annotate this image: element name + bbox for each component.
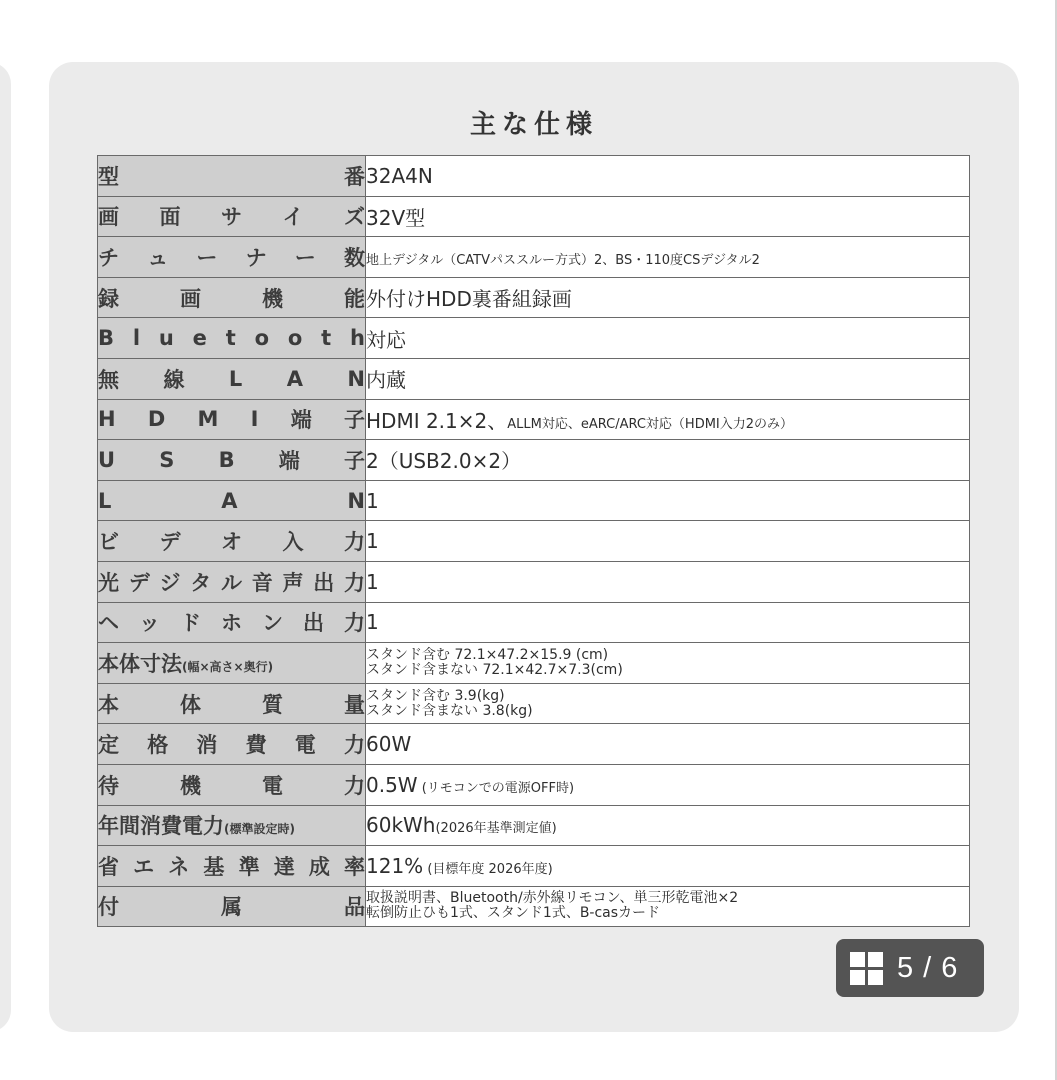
spec-value [366,724,970,765]
spec-label-char: e [192,326,207,351]
spec-label-main: 本体寸法 [98,651,182,676]
spec-label-char: u [158,326,174,351]
grid-icon [850,952,883,985]
spec-label [98,237,366,278]
spec-label-char: 無 [98,367,119,392]
spec-label-char: 力 [344,773,365,798]
table-row [98,480,970,521]
spec-value [366,277,970,318]
spec-label-char: ジ [159,570,181,595]
spec-value [366,440,970,481]
spec-value [366,805,970,846]
spec-label-char: 出 [303,611,324,636]
spec-label-char: ュ [147,245,169,270]
spec-value-line: スタンド含まない 72.1×42.7×7.3(cm) [366,661,623,678]
spec-value [366,764,970,805]
spec-label-char: 省 [98,854,119,879]
spec-value [366,358,970,399]
spec-label-char: ル [221,570,242,595]
spec-value [366,846,970,887]
spec-label-char: 番 [344,164,365,189]
spec-value-text: 1 [366,529,379,554]
spec-value [366,237,970,278]
spec-value [366,643,970,684]
spec-value-note: (目標年度 2026年度) [423,861,553,877]
spec-label-char: B [98,326,115,351]
page-title: 主な仕様 [469,110,598,140]
spec-label-char: ン [262,611,283,636]
spec-label-char: ホ [221,611,242,636]
spec-label-char: N [347,366,365,391]
table-row [98,683,970,724]
spec-value-text: 1 [366,488,379,513]
spec-value-text: 32A4N [366,163,433,188]
spec-label-char: h [350,326,365,351]
spec-label-char: イ [282,205,304,230]
spec-label [98,399,366,440]
spec-value [366,521,970,562]
spec-label [98,196,366,237]
spec-label-char: 体 [180,692,201,717]
spec-label-char: 率 [343,854,365,879]
spec-label-char: ッ [139,611,160,636]
spec-label-char: S [159,447,175,472]
spec-label [98,643,366,684]
spec-label-char: 質 [262,692,283,717]
spec-label [98,724,366,765]
spec-label-char: 子 [343,448,365,473]
spec-label-char: 光 [98,570,119,595]
spec-label-char: ー [196,245,218,270]
spec-value-main: 60kWh [366,813,436,838]
spec-label-char: 端 [278,448,300,473]
spec-label-char: B [218,447,235,472]
table-row [98,277,970,318]
spec-label-char: 格 [147,733,169,758]
spec-label [98,318,366,359]
table-row [98,643,970,684]
spec-label-char: t [225,326,236,351]
spec-label [98,561,366,602]
spec-value-line: 転倒防止ひも1式、スタンド1式、B-casカード [366,905,661,922]
spec-value [366,399,970,440]
spec-label-char: l [132,326,141,351]
spec-label-char: 属 [221,895,242,920]
spec-value-text: 1 [366,610,379,635]
spec-value-text: 60W [366,732,412,757]
table-row [98,196,970,237]
spec-label-char: オ [221,530,242,555]
spec-label-char: 数 [343,245,365,270]
spec-label-char: 画 [180,286,201,311]
spec-label [98,846,366,887]
spec-value [366,480,970,521]
spec-label-char: 成 [308,854,330,879]
spec-label-char: ド [180,611,201,636]
spec-label-char: 力 [343,733,365,758]
table-row [98,440,970,481]
table-row [98,318,970,359]
spec-value-text: 2（USB2.0×2） [366,449,522,474]
spec-label-char: 能 [344,286,365,311]
spec-value-line: スタンド含む 72.1×47.2×15.9 (cm) [366,646,609,663]
spec-label-main: 年間消費電力 [98,814,224,839]
spec-label-char: A [286,366,303,391]
spec-label-char: 待 [98,773,119,798]
spec-label-char: デ [159,530,181,555]
table-row [98,521,970,562]
spec-label-char: 電 [294,733,316,758]
table-row [98,358,970,399]
spec-label-char: N [347,488,365,513]
spec-label-char: 電 [262,773,283,798]
spec-value-line: スタンド含まない 3.8(kg) [366,702,533,719]
spec-value-main: 0.5W [366,772,418,797]
spec-label-char: 画 [98,205,119,230]
spec-value [366,683,970,724]
spec-label-char: ー [294,245,316,270]
spec-label-char: 録 [98,286,119,311]
spec-label [98,602,366,643]
table-row [98,764,970,805]
spec-label-char: D [147,407,166,432]
spec-label-char: 消 [196,733,218,758]
spec-label-note: (幅×高さ×奥行) [182,659,274,674]
spec-label [98,440,366,481]
spec-label [98,480,366,521]
spec-label-char: 入 [282,530,304,555]
spec-label-char: 量 [344,692,365,717]
spec-value [366,602,970,643]
spec-label [98,277,366,318]
spec-label-char: タ [190,570,212,595]
spec-label-char: 品 [344,895,365,920]
spec-label-char: ネ [168,854,190,879]
table-row [98,846,970,887]
spec-label-char: I [250,407,259,432]
spec-label-char: 端 [290,408,312,433]
spec-value-text: 内蔵 [366,368,406,393]
spec-label-char: 面 [159,205,181,230]
spec-label-char: A [221,488,238,513]
spec-label-char: 機 [180,773,201,798]
spec-value-text: 地上デジタル（CATVパススルー方式）2、BS・110度CSデジタル2 [366,252,760,268]
spec-label-char: 音 [251,570,273,595]
spec-label-char: 線 [163,367,185,392]
spec-value [366,196,970,237]
spec-value-note: ALLM対応、eARC/ARC対応（HDMI入力2のみ） [507,416,794,432]
spec-value-note: (2026年基準測定値) [435,821,557,837]
spec-label-char: 力 [344,570,365,595]
spec-label-char: M [197,407,219,432]
spec-label-char: o [287,326,303,351]
spec-label-char: 付 [98,895,119,920]
spec-label [98,886,366,927]
spec-label-char: チ [98,245,119,270]
spec-value-main: 121% [366,853,424,878]
spec-value-text: 外付けHDD裏番組録画 [366,287,572,312]
spec-value-main: HDMI 2.1×2、 [366,408,508,433]
table-row [98,602,970,643]
spec-value-line: 取扱説明書、Bluetooth/赤外線リモコン、単三形乾電池×2 [366,890,739,907]
spec-label-char: ビ [98,530,119,555]
spec-value [366,318,970,359]
spec-label [98,521,366,562]
spec-label [98,358,366,399]
spec-value-text: 1 [366,569,379,594]
spec-label-char: ズ [344,205,365,230]
previous-slide-card[interactable] [0,62,11,1032]
spec-label-char: 子 [344,408,365,433]
spec-label-char: 声 [282,570,304,595]
table-row [98,237,970,278]
spec-label-char: 力 [344,530,365,555]
spec-label-note: (標準設定時) [224,822,295,837]
spec-value [366,156,970,197]
table-row [98,156,970,197]
spec-label [98,764,366,805]
table-row [98,399,970,440]
spec-label-char: 準 [238,854,260,879]
spec-value-line: スタンド含む 3.9(kg) [366,687,505,704]
spec-label [98,683,366,724]
spec-label-char: 力 [344,611,365,636]
spec-value-text: 32V型 [366,205,426,230]
spec-label-char: エ [133,854,155,879]
spec-label-char: 本 [98,692,119,717]
spec-label-char: H [98,407,116,432]
spec-label [98,805,366,846]
spec-label [98,156,366,197]
spec-value-text: 対応 [366,327,406,352]
table-row [98,724,970,765]
table-row [98,561,970,602]
spec-value [366,561,970,602]
spec-label-char: ナ [245,245,267,270]
spec-label-char: ヘ [98,611,119,636]
spec-label-char: 出 [313,570,335,595]
spec-value [366,886,970,927]
spec-label-char: 達 [273,854,295,879]
spec-table [97,155,970,927]
spec-label-char: 定 [98,733,119,758]
slide-counter-text: 5 / 6 [897,951,959,984]
spec-label-char: 費 [245,733,267,758]
table-row [98,886,970,927]
spec-label-char: デ [128,570,150,595]
spec-label-char: 機 [262,286,283,311]
spec-value-note: (リモコンでの電源OFF時) [417,780,575,796]
spec-label-char: U [98,447,116,472]
spec-label-char: L [98,488,112,513]
spec-label-char: 基 [203,854,225,879]
spec-label-char: L [228,366,243,391]
spec-label-char: サ [221,205,242,230]
spec-label-char: t [321,326,332,351]
spec-label-char: o [254,326,270,351]
table-row [98,805,970,846]
spec-label-char: 型 [98,164,119,189]
slide-counter-button[interactable] [836,939,984,997]
